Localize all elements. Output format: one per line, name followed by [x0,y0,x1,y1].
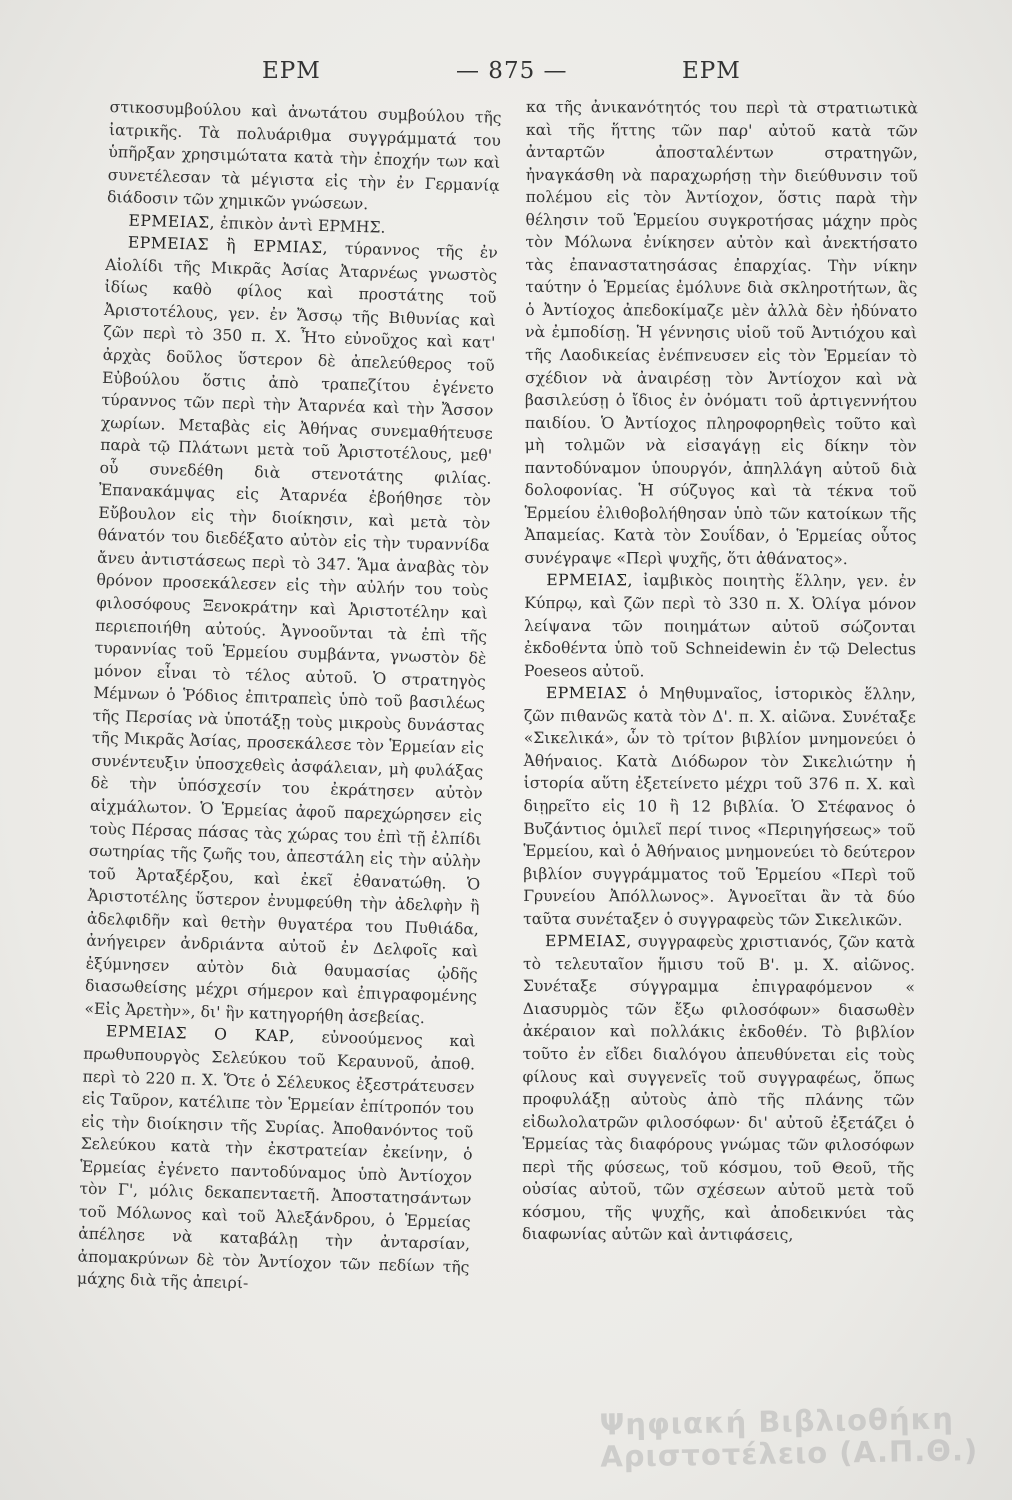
entry-headword: ΕΡΜΕΙΑΣ Ο ΚΑΡ, [105,1022,296,1046]
page-header [0,58,1012,88]
dictionary-entry [523,682,916,931]
left-column [77,96,502,1301]
entry-continuation: κα τῆς ἀνικανότητός του περὶ τὰ στρατιωτικὰ καὶ τῆς ἥττης τῶν παρ' αὐτοῦ κατὰ τῶν ἀνταρτῶν ἀποσταλέντων στρατηγῶν, ἠναγκάσθη νὰ παραχωρήσῃ τὴν διεύθυνσιν τοῦ πολέμου εἰς τὸν Ἀντίοχον, ὅστις παρὰ τὴν θέλησιν τοῦ Ἑρμείου συγκροτήσας μάχην πρὸς τὸν Μόλωνα ἐνίκησεν αὐτὸν καὶ ἀνεκτήσατο τὰς ἐπαναστατησάσας ἐπαρχίας. Τὴν νίκην ταύτην ὁ Ἑρμείας ἐμόλυνε διὰ σκληροτήτων, ἃς ὁ Ἀντίοχος ἀπεδοκίμαζε μὲν ἀλλὰ δὲν ἠδύνατο νὰ ἐμποδίσῃ. Ἡ γέννησις υἱοῦ τοῦ Ἀντιόχου καὶ τῆς Λαοδικείας ἐνέπνευσεν εἰς τὸν Ἑρμείαν τὸ σχέδιον νὰ ἀναιρέσῃ τὸν Ἀντίοχον καὶ νὰ βασιλεύσῃ ὁ ἴδιος ἐν ὀνόματι τοῦ ἀρτιγεννήτου παιδίου. Ὁ Ἀντίοχος πληροφορηθεὶς τοῦτο καὶ μὴ τολμῶν νὰ εἰσαγάγῃ εἰς δίκην τὸν παντοδύναμον ὑπουργόν, ἀπηλλάγη αὐτοῦ διὰ δολοφονίας. Ἡ σύζυγος καὶ τὰ τέκνα τοῦ Ἑρμείου ἐλιθοβολήθησαν ὑπὸ τῶν κατοίκων τῆς Ἀπαμείας. Κατὰ τὸν Σουΐδαν, ὁ Ἑρμείας οὗτος συνέγραψε «Περὶ ψυχῆς, ὅτι ἀθάνατος». [524,97,918,569]
entry-text: ἐπικὸν ἀντὶ ΕΡΜΗΣ. [214,213,386,237]
watermark-line: Αριστοτέλειο (Α.Π.Θ.) [600,1433,979,1474]
header-left-guide-word: ΕΡΜ [262,58,321,84]
entry-text: ἰαμβικὸς ποιητὴς ἕλλην, γεν. ἐν Κύπρῳ, καὶ ζῶν περὶ τὸ 330 π. Χ. Ὀλίγα μόνον λείψανα τῶν ποιημάτων αὐτοῦ σώζονται ἐκδοθέντα ὑπὸ τοῦ Schneidewin ἐν τῷ Delectus Poeseos αὐτοῦ. [523,571,917,681]
dictionary-entry [522,930,915,1247]
entry-headword: ΕΡΜΕΙΑΣ [545,684,628,703]
entry-text: εὐνοούμενος καὶ πρωθυπουργὸς Σελεύκου τοῦ Κεραυνοῦ, ἀποθ. περὶ τὸ 220 π. Χ. Ὅτε ὁ Σέλευκος ἐξεστράτευσεν εἰς Ταῦρον, κατέλιπε τὸν Ἑρμείαν ἐπίτροπόν του εἰς τὴν διοίκησιν τῆς Συρίας. Ἀποθανόντος τοῦ Σελεύκου κατὰ τὴν ἐκστρατείαν ἐκείνην, ὁ Ἑρμείας ἐγένετο παντοδύναμος ὑπὸ Ἀντίοχον τὸν Γ', μόλις δεκαπενταετῆ. Ἀποστατησάντων τοῦ Μόλωνος καὶ τοῦ Ἀλεξάνδρου, ὁ Ἑρμείας ἀπέλησε νὰ καταβάλῃ τὴν ἀνταρσίαν, ἀπομακρύνων δὲ τὸν Ἀντίοχον τῶν πεδίων τῆς μάχης διὰ τῆς ἀπειρί- [76,1027,476,1293]
entry-text: ὁ Μηθυμναῖος, ἱστορικὸς ἕλλην, ζῶν πιθανῶς κατὰ τὸν Δ'. π. Χ. αἰῶνα. Συνέταξε «Σικελικά», ὧν τὸ τρίτον βιβλίον μνημονεύει ὁ Ἀθήναιος. Κατὰ Διόδωρον τὸν Σικελιώτην ἡ ἱστορία αὕτη ἐξετείνετο μέχρι τοῦ 376 π. Χ. καὶ διῃρεῖτο εἰς 10 ἢ 12 βιβλία. Ὁ Στέφανος ὁ Βυζάντιος ὁμιλεῖ περί τινος «Περιηγήσεως» τοῦ Ἑρμείου, καὶ ὁ Ἀθήναιος μνημονεύει τὸ δεύτερον βιβλίον συγγράμματος τοῦ Ἑρμείου «Περὶ τοῦ Γρυνείου Ἀπόλλωνος». Ἀγνοεῖται ἂν τὰ δύο ταῦτα συνέταξεν ὁ συγγραφεὺς τῶν Σικελικῶν. [523,684,916,930]
entry-headword: ΕΡΜΕΙΑΣ ἢ ΕΡΜΙΑΣ, [127,233,329,258]
library-watermark [599,1401,1012,1472]
entry-text: τύραννος τῆς ἐν Αἰολίδι τῆς Μικρᾶς Ἀσίας Ἀταρνέως γνωστὸς ἰδίως καθὸ φίλος καὶ προστάτης τοῦ Ἀριστοτέλους, γεν. ἐν Ἄσσῳ τῆς Βιθυνίας καὶ ζῶν περὶ τὸ 350 π. Χ. Ἦτο εὐνοῦχος καὶ κατ' ἀρχὰς δοῦλος ὕστερον δὲ ἀπελεύθερος τοῦ Εὐβούλου ὅστις ἀπὸ τραπεζίτου ἐγένετο τύραννος τῶν περὶ τὴν Ἀταρνέα καὶ τὴν Ἄσσον χωρίων. Μεταβὰς εἰς Ἀθήνας συνεμαθήτευσε παρὰ τῷ Πλάτωνι μετὰ τοῦ Ἀριστοτέλους, μεθ' οὗ συνεδέθη διὰ στενοτάτης φιλίας. Ἐπανακάμψας εἰς Ἀταρνέα ἐβοήθησε τὸν Εὔβουλον εἰς τὴν διοίκησιν, καὶ μετὰ τὸν θάνατόν του διεδέξατο αὐτὸν εἰς τὴν τυραννίδα ἄνευ ἀντιστάσεως περὶ τὸ 347. Ἅμα ἀναβὰς τὸν θρόνον προσεκάλεσεν εἰς τὴν αὐλήν του τοὺς φιλοσόφους Ξενοκράτην καὶ Ἀριστοτέλην καὶ περιεποιήθη αὐτούς. Ἀγνοοῦνται τὰ ἐπὶ τῆς τυραννίας τοῦ Ἑρμείου συμβάντα, γνωστὸν δὲ μόνον εἶναι τὸ τέλος αὐτοῦ. Ὁ στρατηγὸς Μέμνων ὁ Ῥόδιος ἐπιτραπεὶς ὑπὸ τοῦ βασιλέως τῆς Περσίας νὰ ὑποτάξῃ τοὺς μικροὺς δυνάστας τῆς Μικρᾶς Ἀσίας, προσεκάλεσε τὸν Ἑρμείαν εἰς συνέντευξιν ὑποσχεθεὶς ἀσφάλειαν, μὴ φυλάξας δὲ τὴν ὑπόσχεσίν του ἐκράτησεν αὐτὸν αἰχμάλωτον. Ὁ Ἑρμείας ἀφοῦ παρεχώρησεν εἰς τοὺς Πέρσας πάσας τὰς χώρας του ἐπὶ τῇ ἐλπίδι σωτηρίας τῆς ζωῆς του, ἀπεστάλη εἰς τὴν αὐλὴν τοῦ Ἀρταξέρξου, καὶ ἐκεῖ ἐθανατώθη. Ὁ Ἀριστοτέλης ὕστερον ἐνυμφεύθη τὴν ἀδελφὴν ἢ ἀδελφιδῆν καὶ θετὴν θυγατέρα του Πυθιάδα, ἀνήγειρεν ἀνδριάντα αὐτοῦ ἐν Δελφοῖς καὶ ἐξύμνησεν αὐτὸν διὰ θαυμασίας ᾠδῆς διασωθείσης μέχρι σήμερον καὶ ἐπιγραφομένης «Εἰς Ἀρετὴν», δι' ἣν κατηγορήθη ἀσεβείας. [84,239,499,1028]
header-right-guide-word: ΕΡΜ [682,58,741,84]
entry-headword: ΕΡΜΕΙΑΣ, [128,211,216,232]
entry-text: συγγραφεὺς χριστιανός, ζῶν κατὰ τὸ τελευταῖον ἥμισυ τοῦ Β'. μ. Χ. αἰῶνος. Συνέταξε σύγγραμμα ἐπιγραφόμενον « Διασυρμὸς τῶν ἔξω φιλοσόφων» διασωθὲν ἀκέραιον καὶ πολλάκις ἐκδοθέν. Τὸ βιβλίον τοῦτο ἐν εἴδει διαλόγου ἀπευθύνεται εἰς τοὺς φίλους καὶ συγγενεῖς τοῦ συγγραφέως, ὅπως προφυλάξῃ αὐτοὺς ἀπὸ τῆς πλάνης τῶν εἰδωλολατρῶν φιλοσόφων· δι' αὐτοῦ ἐξετάζει ὁ Ἑρμείας τὰς διαφόρους γνώμας τῶν φιλοσόφων περὶ τῆς φύσεως, τοῦ κόσμου, τοῦ Θεοῦ, τῆς οὐσίας αὐτοῦ, τῶν σχέσεων αὐτοῦ μετὰ τοῦ κόσμου, τῆς ψυχῆς, καὶ ἀποδεικνύει τὰς διαφωνίας αὐτῶν καὶ ἀντιφάσεις, [521,932,916,1245]
dictionary-entry [84,231,498,1031]
watermark-line: Ψηφιακή Βιβλιοθήκη [599,1401,955,1442]
right-column [522,96,918,1247]
dictionary-entry [524,569,916,683]
entry-headword: ΕΡΜΕΙΑΣ, [545,932,632,951]
entry-headword: ΕΡΜΕΙΑΣ, [546,571,633,590]
dictionary-entry [77,1020,476,1301]
entry-continuation: στικοσυμβούλου καὶ ἀνωτάτου συμβούλου τῆς ἰατρικῆς. Τὰ πολυάριθμα συγγράμματά του ὑπῆρξαν χρησιμώτατα κατὰ τὴν ἐποχήν των καὶ συνετέλεσαν τὰ μέγιστα εἰς τὴν ἐν Γερμανίᾳ διάδοσιν τῶν χημικῶν γνώσεων. [106,97,502,214]
page-number: — 875 — [456,58,568,84]
